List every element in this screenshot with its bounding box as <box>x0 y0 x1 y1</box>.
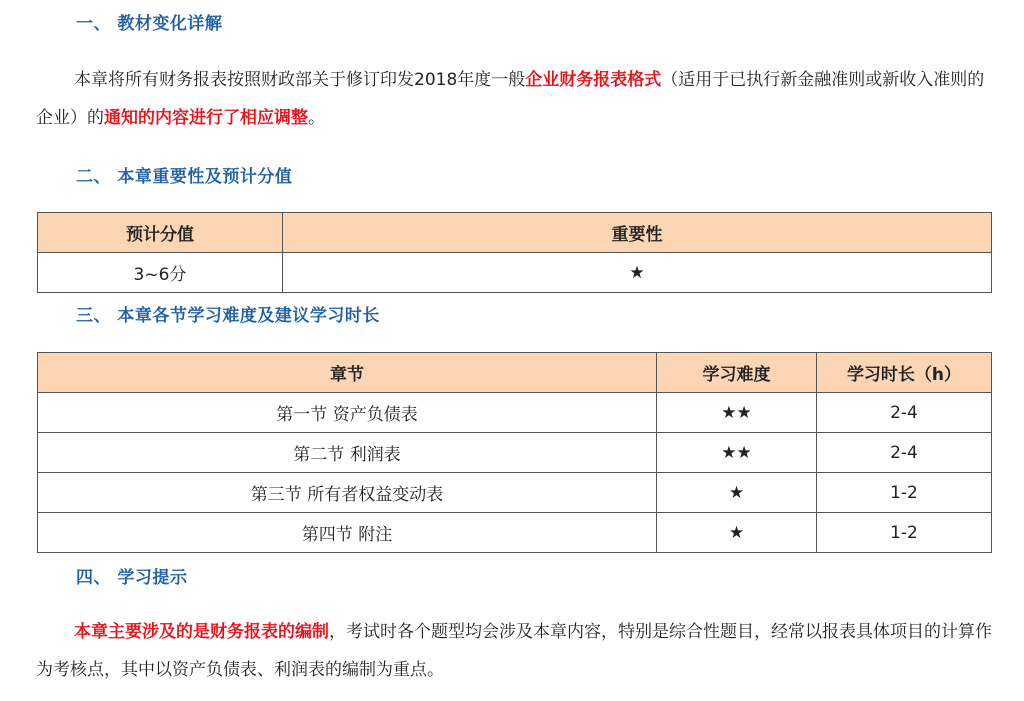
table-row <box>38 393 992 433</box>
table-cell: 第二节 利润表 <box>38 433 657 473</box>
table-cell: 3~6分 <box>38 253 283 293</box>
study-difficulty-table <box>37 352 992 553</box>
table-cell: ★ <box>657 473 817 513</box>
column-header: 学习难度 <box>657 353 817 393</box>
table-cell: ★ <box>657 513 817 553</box>
table-row <box>38 253 992 293</box>
section-heading-textbook-changes: 一、 教材变化详解 <box>76 14 223 34</box>
table-cell: 2-4 <box>817 433 992 473</box>
study-tips-paragraph <box>36 613 996 689</box>
table-cell: 第一节 资产负债表 <box>38 393 657 433</box>
section-heading-importance: 二、 本章重要性及预计分值 <box>76 167 293 187</box>
table-cell: ★★ <box>657 433 817 473</box>
table-cell: 1-2 <box>817 513 992 553</box>
importance-table <box>37 212 992 293</box>
table-cell: ★★ <box>657 393 817 433</box>
column-header: 预计分值 <box>38 213 283 253</box>
table-row <box>38 433 992 473</box>
textbook-changes-paragraph <box>36 61 996 137</box>
paragraph-text: （适用于已执行新金融准则或新收入准则的企业）的 <box>36 70 985 128</box>
table-header-row <box>38 213 992 253</box>
paragraph-highlight: 本章主要涉及的是财务报表的编制 <box>74 622 329 642</box>
paragraph-text: 本章将所有财务报表按照财政部关于修订印发2018年度一般 <box>74 70 526 90</box>
section-heading-study-tips: 四、 学习提示 <box>76 568 188 588</box>
paragraph-highlight: 企业财务报表格式 <box>525 70 662 90</box>
column-header: 章节 <box>38 353 657 393</box>
table-row <box>38 473 992 513</box>
section-heading-study-difficulty: 三、 本章各节学习难度及建议学习时长 <box>76 306 380 326</box>
paragraph-text: 。 <box>308 108 325 128</box>
paragraph-highlight: 通知的内容进行了相应调整 <box>104 108 308 128</box>
paragraph-text: ，考试时各个题型均会涉及本章内容，特别是综合性题目，经常以报表具体项目的计算作为考核点，其中以资产负债表、利润表的编制为重点。 <box>36 622 992 680</box>
table-row <box>38 513 992 553</box>
table-header-row <box>38 353 992 393</box>
table-cell: 第三节 所有者权益变动表 <box>38 473 657 513</box>
table-cell: 1-2 <box>817 473 992 513</box>
column-header: 学习时长（h） <box>817 353 992 393</box>
table-cell: ★ <box>283 253 992 293</box>
table-cell: 2-4 <box>817 393 992 433</box>
column-header: 重要性 <box>283 213 992 253</box>
table-cell: 第四节 附注 <box>38 513 657 553</box>
